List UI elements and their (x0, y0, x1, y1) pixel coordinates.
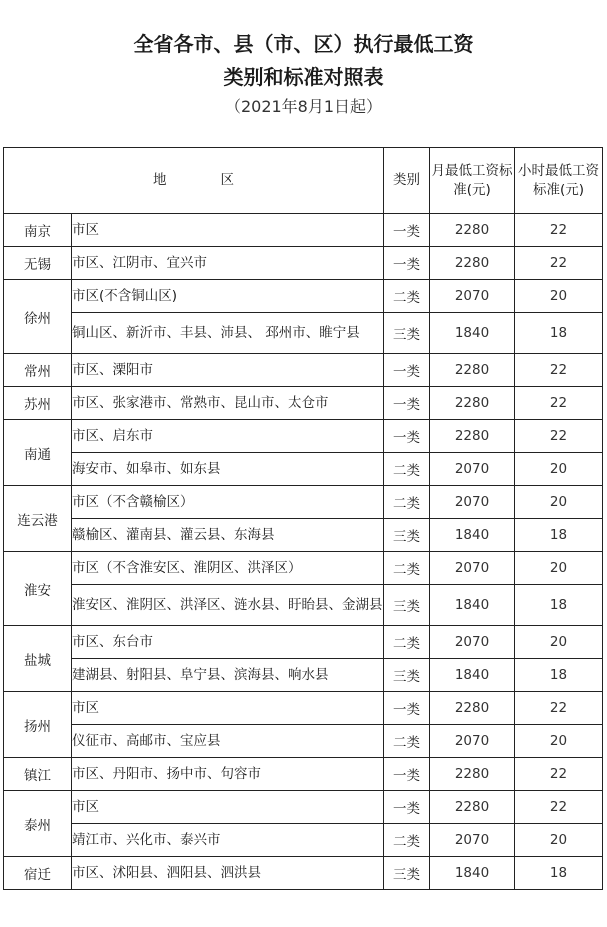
area-cell: 市区 (72, 692, 384, 725)
hourly-wage-cell: 18 (515, 313, 603, 354)
category-cell: 一类 (384, 354, 430, 387)
monthly-wage-cell: 2280 (430, 420, 515, 453)
table-row (4, 552, 603, 585)
category-cell: 二类 (384, 486, 430, 519)
city-cell: 无锡 (4, 247, 72, 280)
table-row (4, 659, 603, 692)
monthly-wage-cell: 2280 (430, 354, 515, 387)
monthly-wage-cell: 1840 (430, 857, 515, 890)
area-cell: 铜山区、新沂市、丰县、沛县、 邳州市、睢宁县 (72, 313, 384, 354)
city-cell: 淮安 (4, 552, 72, 626)
monthly-wage-cell: 2070 (430, 486, 515, 519)
header-region: 地 区 (4, 148, 384, 214)
area-cell: 淮安区、淮阴区、洪泽区、涟水县、盱眙县、金湖县 (72, 585, 384, 626)
table-row (4, 453, 603, 486)
table-header-row (4, 148, 603, 214)
city-cell: 盐城 (4, 626, 72, 692)
hourly-wage-cell: 18 (515, 519, 603, 552)
header-hourly-wage: 小时最低工资标准(元) (515, 148, 603, 214)
monthly-wage-cell: 1840 (430, 313, 515, 354)
monthly-wage-cell: 1840 (430, 519, 515, 552)
table-row (4, 791, 603, 824)
area-cell: 市区 (72, 791, 384, 824)
category-cell: 三类 (384, 857, 430, 890)
table-row (4, 247, 603, 280)
area-cell: 靖江市、兴化市、泰兴市 (72, 824, 384, 857)
hourly-wage-cell: 20 (515, 725, 603, 758)
monthly-wage-cell: 2070 (430, 552, 515, 585)
hourly-wage-cell: 22 (515, 214, 603, 247)
header-category: 类别 (384, 148, 430, 214)
city-cell: 南通 (4, 420, 72, 486)
monthly-wage-cell: 1840 (430, 659, 515, 692)
header-monthly-wage: 月最低工资标准(元) (430, 148, 515, 214)
city-cell: 连云港 (4, 486, 72, 552)
hourly-wage-cell: 18 (515, 857, 603, 890)
city-cell: 徐州 (4, 280, 72, 354)
hourly-wage-cell: 22 (515, 387, 603, 420)
area-cell: 市区（不含赣榆区） (72, 486, 384, 519)
hourly-wage-cell: 20 (515, 486, 603, 519)
table-row (4, 824, 603, 857)
table-row (4, 519, 603, 552)
table-row (4, 857, 603, 890)
table-row (4, 354, 603, 387)
hourly-wage-cell: 22 (515, 420, 603, 453)
area-cell: 建湖县、射阳县、阜宁县、滨海县、响水县 (72, 659, 384, 692)
monthly-wage-cell: 2280 (430, 214, 515, 247)
monthly-wage-cell: 2070 (430, 626, 515, 659)
area-cell: 市区、江阴市、宜兴市 (72, 247, 384, 280)
hourly-wage-cell: 18 (515, 585, 603, 626)
area-cell: 赣榆区、灌南县、灌云县、东海县 (72, 519, 384, 552)
hourly-wage-cell: 22 (515, 758, 603, 791)
hourly-wage-cell: 20 (515, 552, 603, 585)
document-title-line1: 全省各市、县（市、区）执行最低工资 (133, 32, 474, 56)
table-row (4, 692, 603, 725)
category-cell: 二类 (384, 824, 430, 857)
area-cell: 市区（不含淮安区、淮阴区、洪泽区） (72, 552, 384, 585)
area-cell: 市区、启东市 (72, 420, 384, 453)
hourly-wage-cell: 20 (515, 824, 603, 857)
city-cell: 泰州 (4, 791, 72, 857)
table-row (4, 420, 603, 453)
city-cell: 宿迁 (4, 857, 72, 890)
category-cell: 二类 (384, 626, 430, 659)
category-cell: 一类 (384, 387, 430, 420)
monthly-wage-cell: 2280 (430, 758, 515, 791)
monthly-wage-cell: 2070 (430, 453, 515, 486)
category-cell: 一类 (384, 247, 430, 280)
area-cell: 市区、溧阳市 (72, 354, 384, 387)
document-subtitle-date: （2021年8月1日起） (224, 97, 383, 116)
table-row (4, 725, 603, 758)
monthly-wage-cell: 2070 (430, 725, 515, 758)
category-cell: 三类 (384, 585, 430, 626)
category-cell: 二类 (384, 725, 430, 758)
monthly-wage-cell: 1840 (430, 585, 515, 626)
minimum-wage-table (3, 147, 603, 890)
table-row (4, 486, 603, 519)
category-cell: 三类 (384, 519, 430, 552)
area-cell: 仪征市、高邮市、宝应县 (72, 725, 384, 758)
monthly-wage-cell: 2070 (430, 280, 515, 313)
hourly-wage-cell: 20 (515, 280, 603, 313)
area-cell: 市区、张家港市、常熟市、昆山市、太仓市 (72, 387, 384, 420)
hourly-wage-cell: 22 (515, 791, 603, 824)
category-cell: 一类 (384, 420, 430, 453)
category-cell: 二类 (384, 453, 430, 486)
category-cell: 一类 (384, 214, 430, 247)
city-cell: 镇江 (4, 758, 72, 791)
area-cell: 市区、丹阳市、扬中市、句容市 (72, 758, 384, 791)
table-row (4, 585, 603, 626)
category-cell: 二类 (384, 552, 430, 585)
monthly-wage-cell: 2280 (430, 791, 515, 824)
table-row (4, 214, 603, 247)
area-cell: 市区(不含铜山区) (72, 280, 384, 313)
table-row (4, 626, 603, 659)
category-cell: 二类 (384, 280, 430, 313)
area-cell: 市区 (72, 214, 384, 247)
hourly-wage-cell: 20 (515, 453, 603, 486)
hourly-wage-cell: 18 (515, 659, 603, 692)
city-cell: 常州 (4, 354, 72, 387)
monthly-wage-cell: 2280 (430, 692, 515, 725)
table-row (4, 758, 603, 791)
category-cell: 三类 (384, 313, 430, 354)
hourly-wage-cell: 22 (515, 354, 603, 387)
city-cell: 苏州 (4, 387, 72, 420)
table-row (4, 313, 603, 354)
hourly-wage-cell: 20 (515, 626, 603, 659)
monthly-wage-cell: 2280 (430, 387, 515, 420)
table-row (4, 387, 603, 420)
category-cell: 一类 (384, 791, 430, 824)
monthly-wage-cell: 2070 (430, 824, 515, 857)
table-row (4, 280, 603, 313)
monthly-wage-cell: 2280 (430, 247, 515, 280)
city-cell: 南京 (4, 214, 72, 247)
city-cell: 扬州 (4, 692, 72, 758)
area-cell: 海安市、如皋市、如东县 (72, 453, 384, 486)
area-cell: 市区、沭阳县、泗阳县、泗洪县 (72, 857, 384, 890)
category-cell: 三类 (384, 659, 430, 692)
document-title-line2: 类别和标准对照表 (223, 65, 384, 89)
category-cell: 一类 (384, 758, 430, 791)
area-cell: 市区、东台市 (72, 626, 384, 659)
hourly-wage-cell: 22 (515, 692, 603, 725)
hourly-wage-cell: 22 (515, 247, 603, 280)
category-cell: 一类 (384, 692, 430, 725)
